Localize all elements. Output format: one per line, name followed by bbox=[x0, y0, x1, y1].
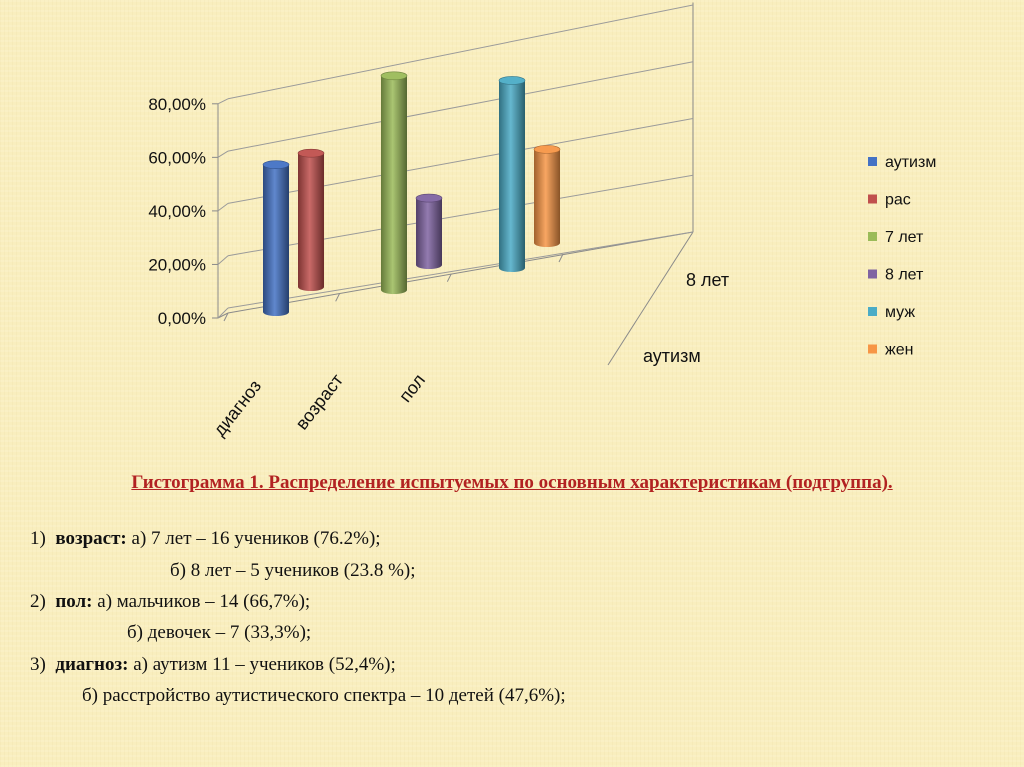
gridline-side bbox=[218, 256, 228, 265]
y-tick-label: 0,00% bbox=[157, 309, 206, 328]
legend-item bbox=[868, 229, 924, 246]
item-label: возраст: bbox=[55, 528, 127, 549]
bar-top bbox=[298, 149, 324, 157]
caption-line-sex bbox=[30, 591, 310, 613]
caption-line-diagnosis-b bbox=[82, 685, 566, 707]
gridline-side bbox=[218, 151, 228, 157]
bar-body bbox=[499, 80, 525, 272]
item-text: а) аутизм 11 – учеников (52,4%); bbox=[133, 654, 396, 675]
item-number: 1) bbox=[30, 528, 46, 549]
bar-рас bbox=[298, 149, 324, 291]
caption-line-age-b bbox=[170, 560, 416, 582]
legend-swatch bbox=[868, 307, 877, 316]
y-tick-label: 60,00% bbox=[148, 148, 206, 168]
gridline-side bbox=[218, 99, 228, 104]
bar-8 лет bbox=[416, 194, 442, 269]
legend-label: рас bbox=[885, 191, 911, 209]
legend-swatch bbox=[868, 232, 877, 241]
legend-label: жен bbox=[885, 341, 914, 359]
bar-body bbox=[298, 153, 324, 291]
y-tick-label: 40,00% bbox=[148, 201, 206, 221]
caption-line-age bbox=[30, 528, 381, 550]
bar-top bbox=[534, 145, 560, 153]
legend bbox=[868, 154, 936, 359]
legend-item bbox=[868, 154, 936, 171]
bar-top bbox=[263, 161, 289, 169]
bar-body bbox=[263, 165, 289, 316]
bar-7 лет bbox=[381, 72, 407, 294]
depth-label: аутизм bbox=[643, 346, 701, 366]
legend-item bbox=[868, 304, 915, 321]
category-label: диагноз bbox=[209, 376, 266, 440]
gridline-side bbox=[218, 203, 228, 211]
item-number: 2) bbox=[30, 591, 46, 612]
depth-axis-labels bbox=[643, 270, 729, 366]
y-axis-ticks bbox=[148, 95, 206, 328]
y-tick-label: 80,00% bbox=[148, 94, 206, 114]
item-label: пол: bbox=[55, 591, 93, 612]
gridline bbox=[228, 5, 693, 99]
bar-body bbox=[534, 149, 560, 247]
caption-line-sex-b bbox=[127, 622, 311, 644]
x-axis-line bbox=[228, 232, 693, 313]
item-number: 3) bbox=[30, 654, 46, 675]
item-text: б) 8 лет – 5 учеников (23.8 %); bbox=[170, 560, 416, 581]
legend-label: 7 лет bbox=[885, 229, 924, 246]
category-label: пол bbox=[394, 370, 430, 407]
caption-title: Гистограмма 1. Распределение испытуемых по основным характеристикам (подгруппа). bbox=[131, 472, 893, 493]
legend-item bbox=[868, 342, 913, 359]
legend-swatch bbox=[868, 345, 877, 354]
item-label: диагноз: bbox=[55, 654, 129, 675]
item-text: а) 7 лет – 16 учеников (76.2%); bbox=[131, 528, 381, 549]
gridline bbox=[228, 62, 693, 151]
bar-top bbox=[381, 72, 407, 80]
item-text: б) девочек – 7 (33,3%); bbox=[127, 622, 312, 643]
bar-аутизм bbox=[263, 161, 289, 316]
x-axis-categories bbox=[209, 370, 429, 440]
legend-swatch bbox=[868, 195, 877, 204]
depth-label: 8 лет bbox=[686, 270, 730, 290]
bar-top bbox=[499, 76, 525, 84]
figure-caption bbox=[0, 470, 1024, 706]
legend-swatch bbox=[868, 157, 877, 166]
caption-line-diagnosis bbox=[30, 654, 396, 676]
legend-label: муж bbox=[885, 304, 916, 321]
legend-label: аутизм bbox=[885, 154, 937, 171]
bar-top bbox=[416, 194, 442, 202]
legend-item bbox=[868, 267, 924, 284]
bar-body bbox=[381, 76, 407, 294]
item-text: а) мальчиков – 14 (66,7%); bbox=[97, 591, 311, 612]
chart-bars bbox=[263, 72, 560, 316]
category-label: возраст bbox=[291, 370, 348, 434]
legend-item bbox=[868, 192, 911, 209]
gridline bbox=[228, 118, 693, 203]
legend-label: 8 лет bbox=[885, 266, 924, 284]
bar-body bbox=[416, 198, 442, 269]
bar-жен bbox=[534, 145, 560, 247]
item-text: б) расстройство аутистического спектра – 10 детей (47,6%); bbox=[82, 685, 566, 706]
legend-swatch bbox=[868, 270, 877, 279]
y-tick-label: 20,00% bbox=[148, 255, 206, 275]
bar-муж bbox=[499, 76, 525, 272]
